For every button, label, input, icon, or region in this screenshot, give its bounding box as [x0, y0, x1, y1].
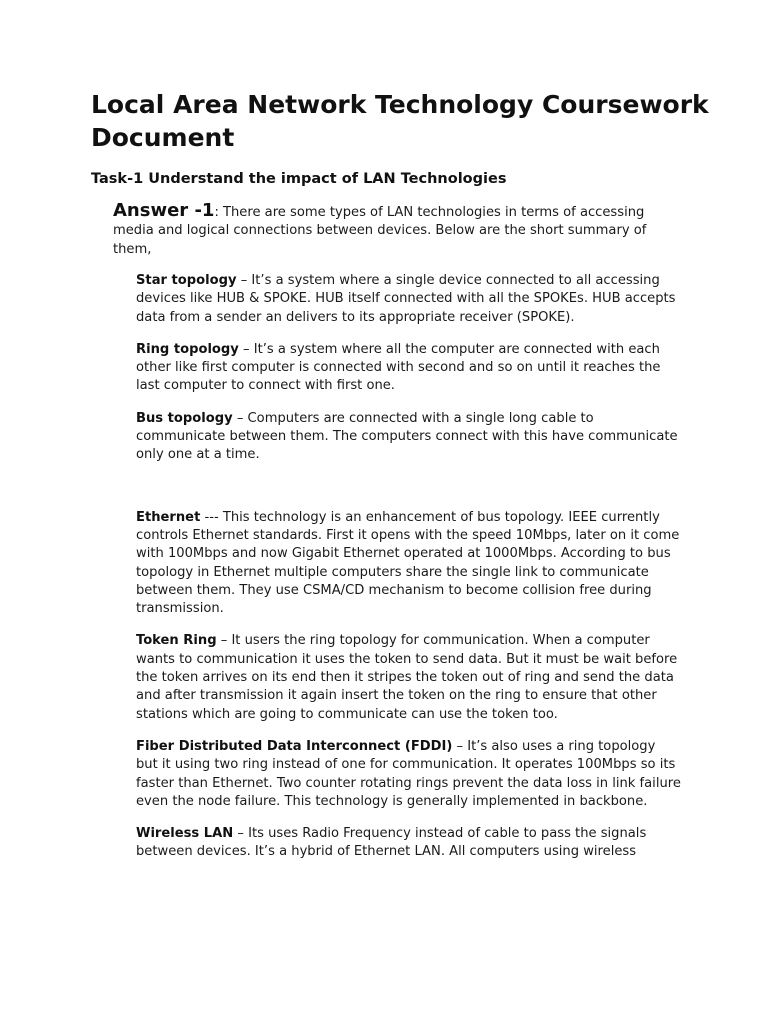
item-term: Wireless LAN [136, 826, 234, 842]
item-term: Ethernet [136, 509, 201, 525]
technology-fddi [136, 738, 681, 811]
item-text: --- This technology is an enhancement of bus topology. IEEE currently controls Ethernet standards. First it opens with the speed 10Mbps, later on it come with 100Mbps and now Gigabit Ethernet operated at 1000Mbps. According to bus topology in Ethernet multiple computers share the single link to communicate between them. They use CSMA/CD mechanism to become collision free during transmission. [136, 509, 680, 617]
item-text: – It’s a system where all the computer are connected with each other like first computer is connected with second and so on until it reaches the last computer to connect with first one. [136, 341, 661, 394]
topic-list [136, 272, 681, 876]
topology-bus [136, 410, 681, 465]
answer-label: Answer -1 [113, 200, 215, 221]
topology-ring [136, 341, 681, 396]
technology-ethernet [136, 509, 681, 619]
item-text: – Its uses Radio Frequency instead of cable to pass the signals between devices. It’s a hybrid of Ethernet LAN. All computers using wireless [136, 826, 647, 860]
technology-wireless-lan [136, 825, 681, 862]
answer-paragraph [113, 202, 673, 259]
topology-star [136, 272, 681, 327]
item-text: – Computers are connected with a single long cable to communicate between them. The computers connect with this have communicate only one at a time. [136, 410, 678, 463]
item-text: – It users the ring topology for communication. When a computer wants to communication it uses the token to send data. But it must be wait before the token arrives on its end then it stripes the token out of ring and send the data and after transmission it again insert the token on the ring to ensure that other stations which are going to communicate can use the token too. [136, 633, 678, 722]
item-term: Ring topology [136, 341, 239, 357]
item-text: – It’s a system where a single device connected to all accessing devices like HUB & SPOKE. HUB itself connected with all the SPOKEs. HUB accepts data from a sender an delivers to its appropriate receiver (SPOKE). [136, 273, 676, 325]
item-term: Token Ring [136, 633, 217, 649]
answer-text: : There are some types of LAN technologies in terms of accessing media and logical connections between devices. Below are the short summary of them, [113, 205, 647, 257]
technology-token-ring [136, 632, 681, 723]
task-heading: Task-1 Understand the impact of LAN Technologies [91, 171, 507, 187]
document-title: Local Area Network Technology Coursework Document [91, 90, 709, 152]
item-term: Bus topology [136, 410, 233, 426]
item-term: Fiber Distributed Data Interconnect (FDDI) [136, 738, 453, 754]
item-text: – It’s also uses a ring topology but it using two ring instead of one for communication. It operates 100Mbps so its faster than Ethernet. Two counter rotating rings prevent the data loss in link failure even the node failure. This technology is generally implemented in backbone. [136, 738, 681, 809]
item-term: Star topology [136, 273, 237, 288]
